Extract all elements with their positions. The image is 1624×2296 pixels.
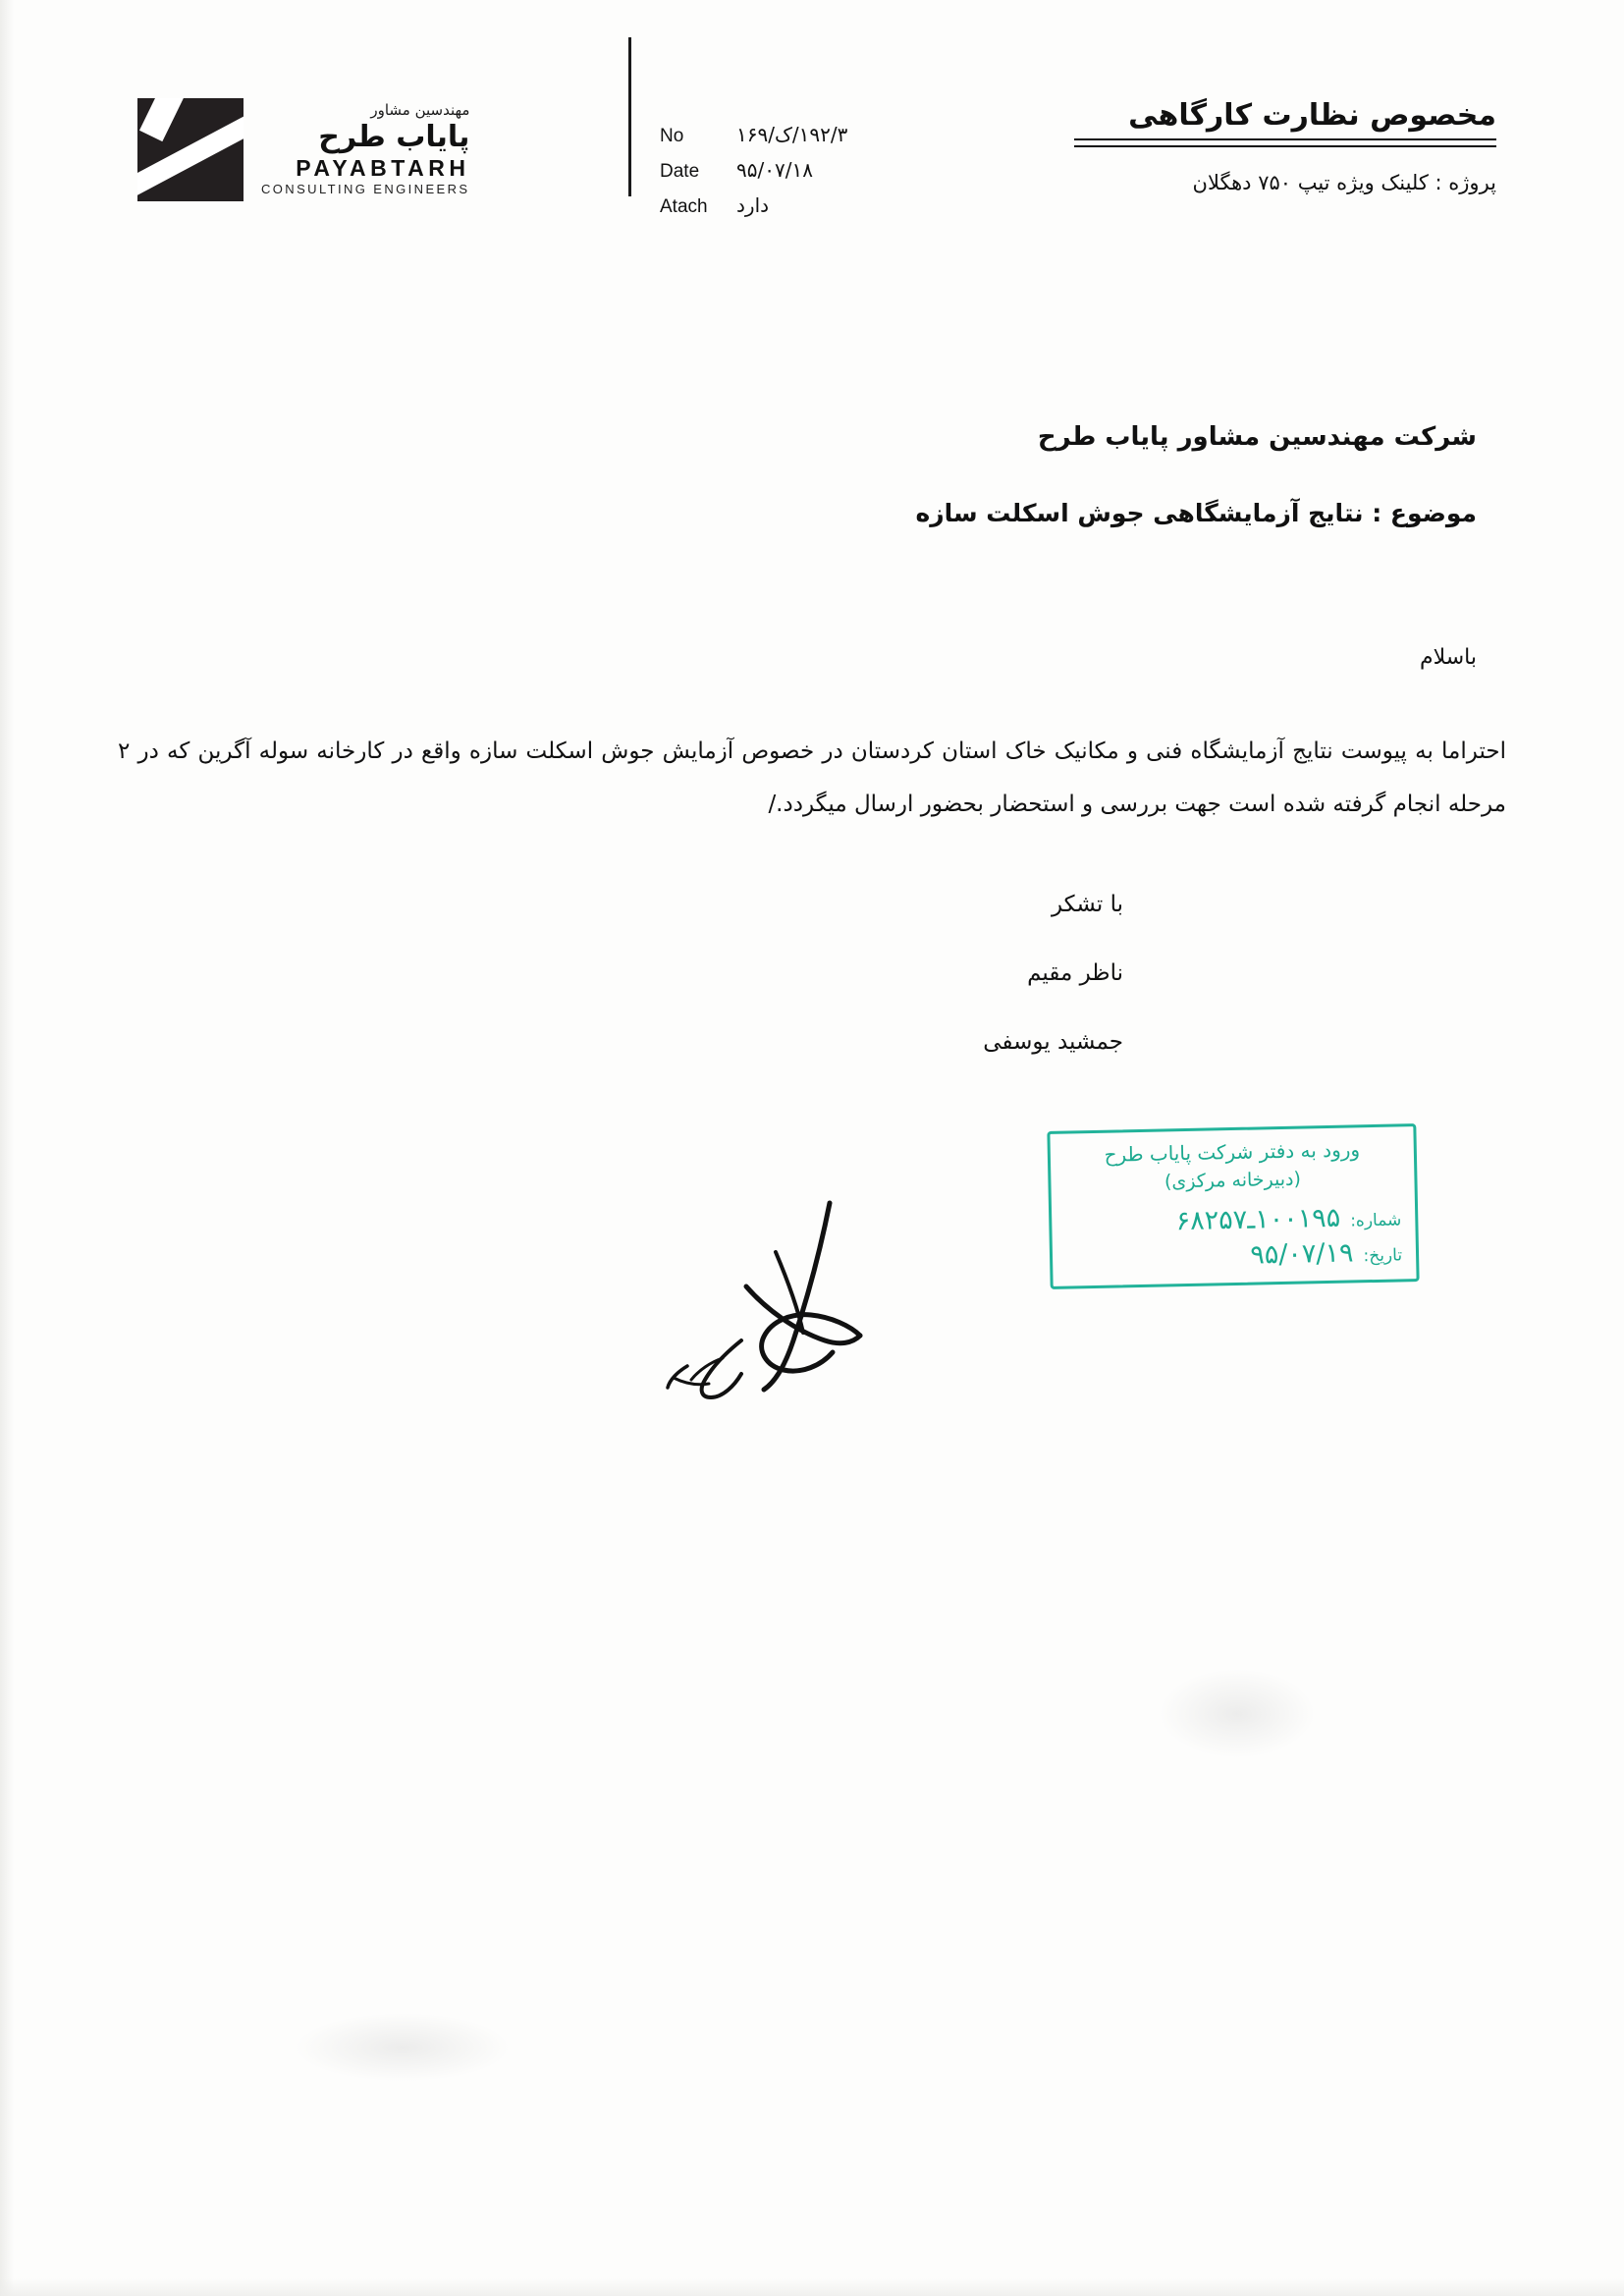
company-subtitle-en: CONSULTING ENGINEERS [261, 182, 470, 197]
stamp-number-row [1175, 1201, 1401, 1236]
letter-subject: موضوع : نتایج آزمایشگاهی جوش اسکلت سازه [915, 499, 1477, 527]
letterhead-divider [628, 37, 631, 196]
stamp-line-1: ورود به دفتر شرکت پایاب طرح [1104, 1137, 1361, 1167]
letter-paragraph: احتراما به پیوست نتایج آزمایشگاه فنی و مکانیک خاک استان کردستان در خصوص آزمایش جوش اسکلت سازه واقع در کارخانه سوله آگرین که در ۲ مرحله انجام گرفته شده است جهت بررسی و استحضار بحضور ارسال میگردد./ [118, 738, 1506, 818]
meta-row-atach [660, 193, 847, 218]
company-logo-block [137, 98, 469, 201]
meta-value-no: ۱۹۲/۳/ک/۱۶۹ [736, 123, 848, 146]
letter-signer-role: ناظر مقیم [1027, 960, 1123, 987]
letterhead-right [1074, 98, 1496, 194]
scan-smudge [1159, 1669, 1316, 1758]
company-name-en: PAYABTARH [296, 155, 470, 182]
letterhead-meta [660, 123, 847, 229]
payabtarh-logo-icon [137, 98, 244, 201]
letterhead-rule-2 [1074, 145, 1496, 147]
letterhead-project: پروژه : کلینک ویژه تیپ ۷۵۰ دهگلان [1192, 171, 1496, 194]
letter-signer-name: جمشید یوسفی [983, 1029, 1123, 1056]
meta-value-date: ۹۵/۰۷/۱۸ [736, 158, 813, 182]
meta-label-no: No [660, 126, 684, 146]
letter-regards: با تشکر [1051, 892, 1123, 918]
handwritten-signature [628, 1193, 923, 1419]
meta-label-date: Date [660, 161, 700, 182]
scan-edge-left [0, 0, 14, 2296]
letterhead [0, 98, 1624, 226]
office-entry-stamp [1047, 1123, 1419, 1289]
scan-smudge [295, 2013, 511, 2082]
letter-addressee: شرکت مهندسین مشاور پایاب طرح [1037, 422, 1477, 452]
letterhead-rule-1 [1074, 138, 1496, 140]
stamp-line-2: (دبیرخانه مرکزی) [1164, 1168, 1302, 1193]
letter-salutation: باسلام [1419, 645, 1477, 670]
meta-row-date [660, 158, 847, 183]
company-name-fa-small: مهندسین مشاور [370, 100, 470, 119]
meta-value-atach: دارد [736, 193, 770, 217]
company-name-block [261, 100, 470, 197]
meta-row-no [660, 123, 847, 147]
letter-body [108, 422, 1516, 1055]
meta-label-atach: Atach [660, 196, 708, 217]
letterhead-title: مخصوص نظارت کارگاهی [1128, 98, 1496, 133]
stamp-number-value: ۱۰۰۱۹۵ـ۶۸۲۵۷ [1175, 1202, 1341, 1237]
company-name-fa: پایاب طرح [318, 119, 470, 154]
stamp-number-label: شماره: [1350, 1210, 1402, 1231]
stamp-date-label: تاریخ: [1363, 1245, 1403, 1267]
stamp-date-row [1250, 1236, 1402, 1270]
scan-edge-bottom [0, 2278, 1624, 2296]
stamp-date-value: ۹۵/۰۷/۱۹ [1249, 1237, 1354, 1271]
